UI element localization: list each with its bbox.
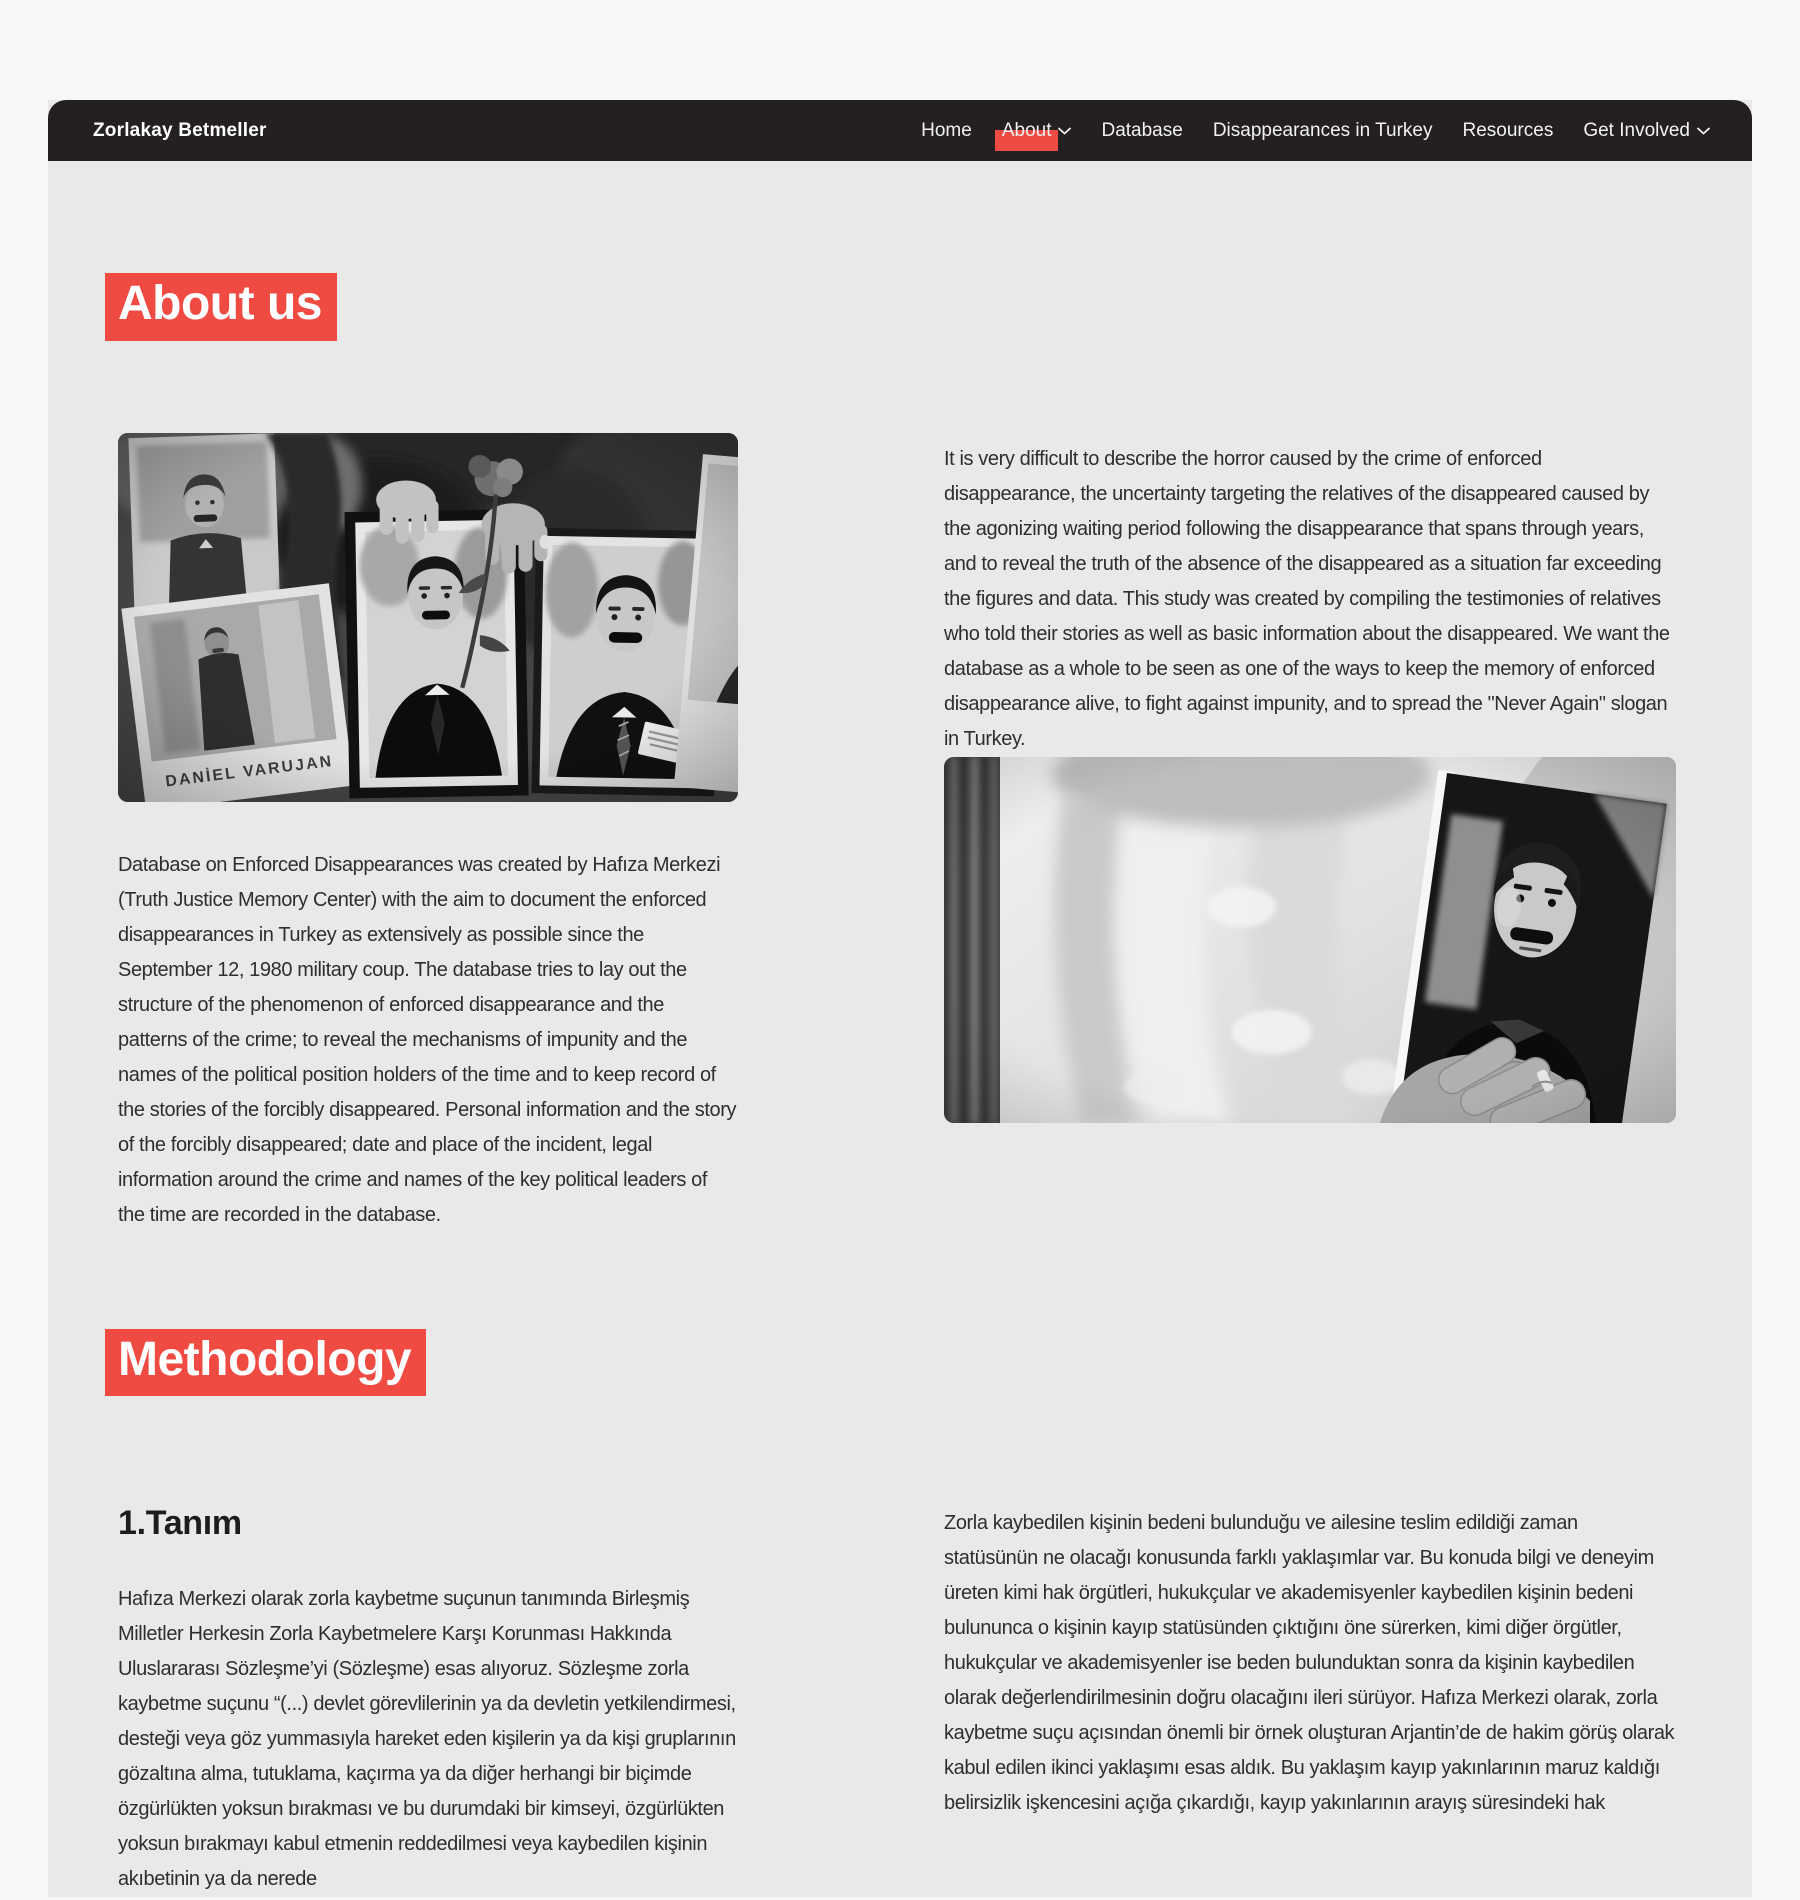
brand-logo[interactable]: Zorlakay Betmeller <box>93 119 267 141</box>
nav-home[interactable] <box>921 120 972 142</box>
nav-menu <box>921 120 1710 142</box>
about-right-paragraph: It is very difficult to describe the horror caused by the crime of enforced disappearance, the uncertainty targeting the relatives of the disappeared caused by the agonizing waiting period following the disappearance that spans through years, and to reveal the truth of the absence of the disappeared as a situation far exceeding the figures and data. This study was created by compiling the testimonies of relatives who told their stories as well as basic information about the disappeared. We want the database as a whole to be seen as one of the ways to keep the memory of enforced disappearance alive, to fight against impunity, and to spread the "Never Again" slogan in Turkey. <box>944 447 1670 750</box>
methodology-heading-text: Methodology <box>105 1329 426 1397</box>
methodology-right-column <box>944 1500 1676 1897</box>
navbar <box>48 100 1752 161</box>
nav-database-label: Database <box>1101 119 1183 141</box>
about-section <box>118 433 1676 1233</box>
methodology-heading <box>118 1329 1676 1397</box>
tanim-subheading: 1.Tanım <box>118 1504 242 1543</box>
methodology-left-paragraph: Hafıza Merkezi olarak zorla kaybetme suçunun tanımında Birleşmiş Milletler Herkesin Zorla Kaybetmelere Karşı Korunması Hakkında Uluslararası Sözleşme’yi (Sözleşme) esas alıyoruz. Sözleşme zorla kaybetme suçunu “(...) devlet görevlilerinin ya da devletin yetkilendirmesi, desteği veya göz yummasıyla hareket eden kişilerin ya da kişi gruplarının gözaltına alma, tutuklama, kaçırma ya da diğer herhangi bir biçimde özgürlükten yoksun bırakması ve bu durumdaki bir kimseyi, özgürlükten yoksun bırakmayı kabul etmenin reddedilmesi veya kaybedilen kişinin akıbetinin ya da nerede <box>118 1588 736 1891</box>
nav-get-involved-label: Get Involved <box>1583 119 1690 141</box>
nav-about-label: About <box>1001 119 1052 141</box>
about-left-column <box>118 433 738 1233</box>
nav-database[interactable] <box>1101 120 1182 142</box>
nav-disappearances-label: Disappearances in Turkey <box>1212 119 1433 141</box>
about-us-heading-text: About us <box>105 273 337 341</box>
chevron-down-icon <box>1058 127 1071 135</box>
nav-resources[interactable] <box>1463 120 1554 142</box>
hands-holding-photo-photo <box>944 757 1676 1123</box>
crowd-holding-portraits-photo <box>118 433 738 802</box>
nav-get-involved[interactable] <box>1583 120 1710 142</box>
nav-about[interactable] <box>1002 120 1072 142</box>
methodology-left-column <box>118 1500 738 1897</box>
main-content <box>48 161 1752 1897</box>
nav-home-label: Home <box>921 119 972 141</box>
about-right-column <box>944 433 1676 1233</box>
nav-resources-label: Resources <box>1462 119 1554 141</box>
chevron-down-icon <box>1697 127 1710 135</box>
about-left-paragraph: Database on Enforced Disappearances was created by Hafıza Merkezi (Truth Justice Memory Center) with the aim to document the enforced disappearances in Turkey as extensively as possible since the September 12, 1980 military coup. The database tries to lay out the structure of the phenomenon of enforced disappearance and the patterns of the crime; to reveal the mechanisms of impunity and the names of the political position holders of the time and to keep record of the stories of the forcibly disappeared. Personal information and the story of the forcibly disappeared; date and place of the incident, legal information around the crime and names of the key political leaders of the time are recorded in the database. <box>118 853 737 1226</box>
nav-disappearances-in-turkey[interactable] <box>1213 120 1433 142</box>
about-us-heading <box>118 273 1676 341</box>
methodology-right-paragraph: Zorla kaybedilen kişinin bedeni bulunduğu ve ailesine teslim edildiği zaman statüsünün ne olacağı konusunda farklı yaklaşımlar var. Bu konuda bilgi ve deneyim üreten kimi hak örgütleri, hukukçular ve akademisyenler kaybedilen kişinin bedeni bulununca o kişinin kayıp statüsünden çıktığını öne sürerken, kimi diğer örgütler, hukukçular ve akademisyenler ise beden bulunduktan sonra da kişinin kaybedilen olarak değerlendirilmesinin doğru olacağını ileri sürüyor. Hafıza Merkezi olarak, zorla kaybetme suçu açısından önemli bir örnek oluşturan Arjantin’de de hakim görüş olarak kabul edilen ikinci yaklaşımı esas aldık. Bu yaklaşım kayıp yakınlarının maruz kaldığı belirsizlik işkencesini açığa çıkardığı, kayıp yakınlarının arayış süresindeki hak <box>944 1512 1675 1815</box>
page-card <box>48 100 1752 1897</box>
methodology-section <box>118 1500 1676 1897</box>
